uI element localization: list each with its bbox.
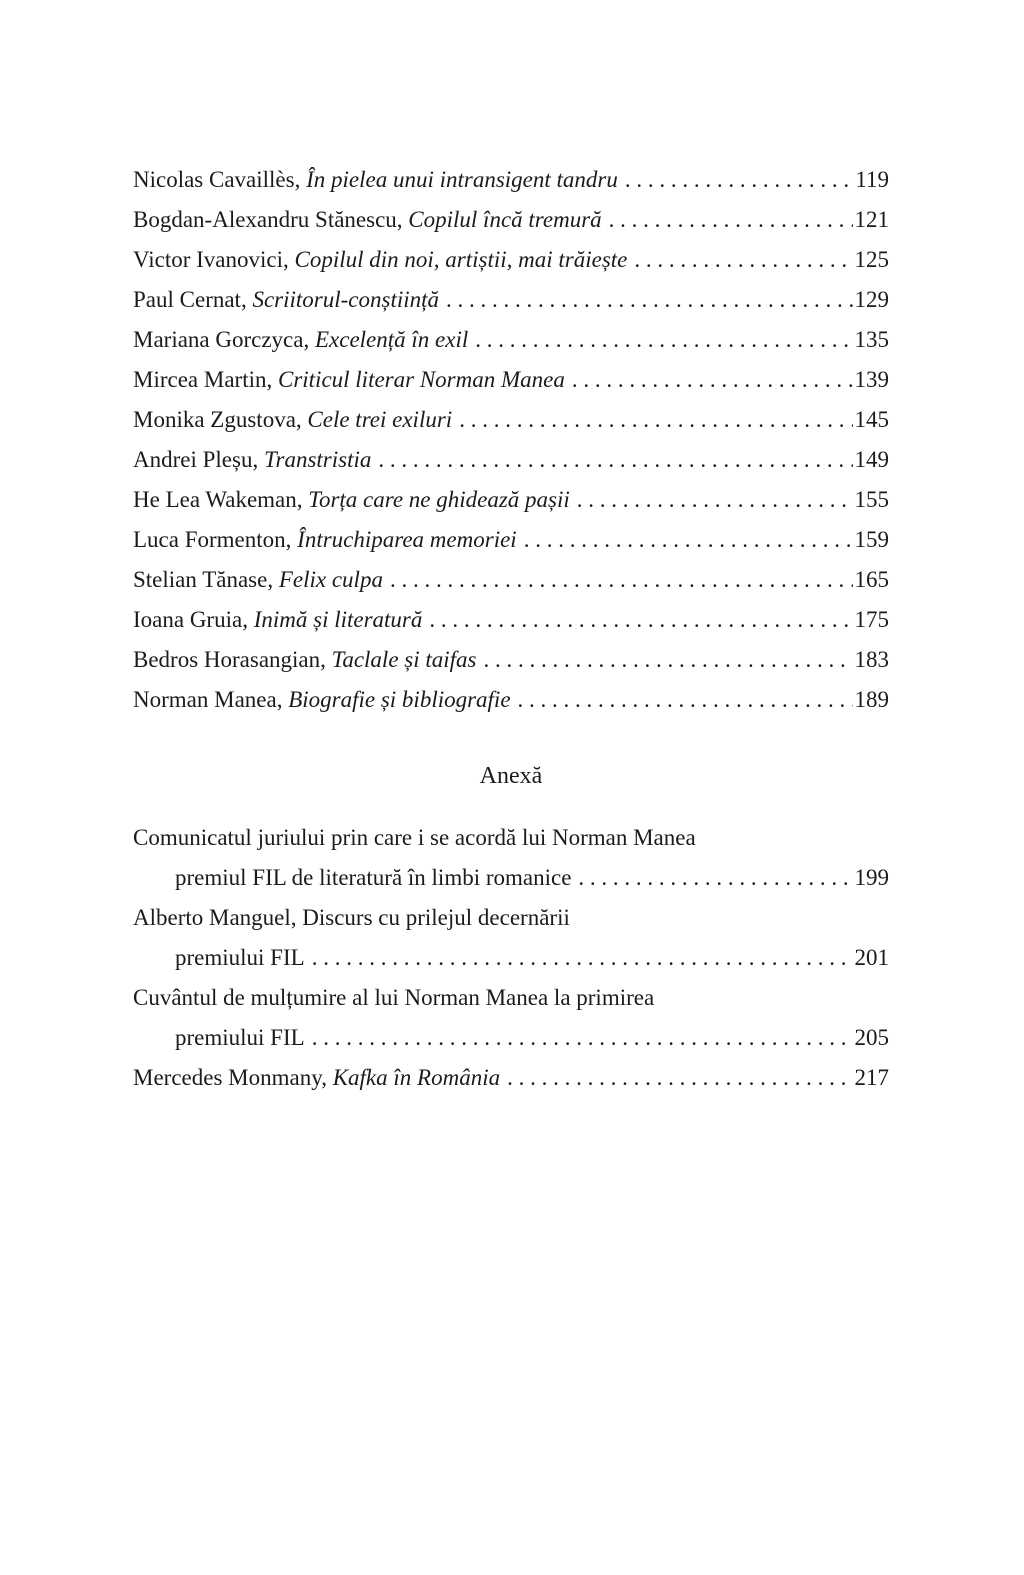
entry-title: Copilul din noi, artiștii, mai trăiește bbox=[294, 247, 628, 272]
entry-text: Luca Formenton, Întruchiparea memoriei bbox=[133, 527, 517, 552]
entry-title: Felix culpa bbox=[278, 567, 383, 592]
page-number: 183 bbox=[854, 647, 889, 672]
entry-line-2 bbox=[133, 858, 889, 898]
dot-leader bbox=[378, 440, 852, 480]
dot-leader bbox=[625, 160, 853, 200]
entry-text: Mariana Gorczyca, Excelență în exil bbox=[133, 327, 469, 352]
annex-entry bbox=[133, 1058, 889, 1098]
page-number: 145 bbox=[854, 407, 889, 432]
entry-title: Excelență în exil bbox=[314, 327, 469, 352]
dot-leader bbox=[609, 200, 853, 240]
page-number: 155 bbox=[854, 487, 889, 512]
entry-title: Biografie și bibliografie bbox=[288, 687, 511, 712]
dot-leader bbox=[507, 1058, 852, 1098]
entry-title: Kafka în România bbox=[332, 1065, 501, 1090]
annex-heading: Anexă bbox=[479, 763, 543, 789]
entry-text: Paul Cernat, Scriitorul-conștiință bbox=[133, 287, 440, 312]
entry-line bbox=[133, 520, 889, 560]
entry-line bbox=[133, 480, 889, 520]
toc-list bbox=[133, 160, 889, 720]
annex-entry bbox=[133, 818, 889, 898]
toc-entry bbox=[133, 480, 889, 520]
entry-title: Torța care ne ghidează pașii bbox=[308, 487, 570, 512]
page-number: 165 bbox=[854, 567, 889, 592]
entry-line-2 bbox=[133, 1018, 889, 1058]
entry-text: Nicolas Cavaillès, În pielea unui intransigent tandru bbox=[133, 167, 618, 192]
toc-entry bbox=[133, 600, 889, 640]
entry-title: În pielea unui intransigent tandru bbox=[306, 167, 618, 192]
annex-entry bbox=[133, 898, 889, 978]
entry-line bbox=[133, 200, 889, 240]
entry-text: premiul FIL de literatură în limbi romanice bbox=[175, 865, 572, 890]
dot-leader bbox=[459, 400, 852, 440]
toc-entry bbox=[133, 240, 889, 280]
entry-title: Copilul încă tremură bbox=[408, 207, 602, 232]
entry-text: premiului FIL bbox=[175, 1025, 305, 1050]
dot-leader bbox=[577, 480, 853, 520]
page-number: 217 bbox=[854, 1065, 889, 1090]
entry-title: Întruchiparea memoriei bbox=[297, 527, 517, 552]
entry-text: Mercedes Monmany, Kafka în România bbox=[133, 1065, 501, 1090]
dot-leader bbox=[572, 360, 853, 400]
toc-entry bbox=[133, 440, 889, 480]
entry-line bbox=[133, 240, 889, 280]
page-number: 205 bbox=[854, 1025, 889, 1050]
entry-line bbox=[133, 280, 889, 320]
dot-leader bbox=[312, 938, 853, 978]
dot-leader bbox=[484, 640, 853, 680]
entry-text: Mircea Martin, Criticul literar Norman Manea bbox=[133, 367, 565, 392]
page-number: 121 bbox=[854, 207, 889, 232]
entry-text: Norman Manea, Biografie și bibliografie bbox=[133, 687, 511, 712]
toc-entry bbox=[133, 160, 889, 200]
entry-line bbox=[133, 440, 889, 480]
page-number: 139 bbox=[854, 367, 889, 392]
entry-text: Cuvântul de mulțumire al lui Norman Manea la primirea bbox=[133, 985, 655, 1010]
entry-text: He Lea Wakeman, Torța care ne ghidează pașii bbox=[133, 487, 570, 512]
entry-text: Stelian Tănase, Felix culpa bbox=[133, 567, 383, 592]
page-number: 135 bbox=[854, 327, 889, 352]
entry-line bbox=[133, 560, 889, 600]
entry-title: Cele trei exiluri bbox=[307, 407, 453, 432]
page-number: 175 bbox=[854, 607, 889, 632]
entry-line bbox=[133, 680, 889, 720]
entry-text: Bogdan-Alexandru Stănescu, Copilul încă tremură bbox=[133, 207, 602, 232]
toc-entry bbox=[133, 400, 889, 440]
entry-line bbox=[133, 400, 889, 440]
entry-text: Monika Zgustova, Cele trei exiluri bbox=[133, 407, 453, 432]
entry-line bbox=[133, 320, 889, 360]
entry-text: Victor Ivanovici, Copilul din noi, artiștii, mai trăiește bbox=[133, 247, 628, 272]
toc-entry bbox=[133, 320, 889, 360]
entry-title: Criticul literar Norman Manea bbox=[277, 367, 565, 392]
page-number: 125 bbox=[854, 247, 889, 272]
entry-line-1 bbox=[133, 898, 889, 938]
entry-text: Comunicatul juriului prin care i se acordă lui Norman Manea bbox=[133, 825, 696, 850]
entry-line bbox=[133, 160, 889, 200]
entry-line bbox=[133, 600, 889, 640]
toc-page bbox=[133, 160, 889, 1098]
dot-leader bbox=[634, 240, 852, 280]
dot-leader bbox=[390, 560, 853, 600]
page-number: 119 bbox=[855, 167, 889, 192]
entry-title: Transtristia bbox=[263, 447, 372, 472]
toc-entry bbox=[133, 520, 889, 560]
entry-text: Andrei Pleșu, Transtristia bbox=[133, 447, 372, 472]
annex-entry bbox=[133, 978, 889, 1058]
entry-title: Taclale și taifas bbox=[331, 647, 477, 672]
dot-leader bbox=[446, 280, 852, 320]
page-number: 199 bbox=[854, 865, 889, 890]
annex-list bbox=[133, 818, 889, 1098]
dot-leader bbox=[475, 320, 852, 360]
toc-entry bbox=[133, 280, 889, 320]
entry-title: Scriitorul-conștiință bbox=[252, 287, 440, 312]
dot-leader bbox=[429, 600, 852, 640]
entry-line bbox=[133, 360, 889, 400]
toc-entry bbox=[133, 360, 889, 400]
dot-leader bbox=[578, 858, 852, 898]
entry-line bbox=[133, 1058, 889, 1098]
toc-entry bbox=[133, 200, 889, 240]
entry-line-1 bbox=[133, 978, 889, 1018]
entry-text: Ioana Gruia, Inimă și literatură bbox=[133, 607, 423, 632]
dot-leader bbox=[524, 520, 853, 560]
entry-line-2 bbox=[133, 938, 889, 978]
entry-title: Inimă și literatură bbox=[253, 607, 423, 632]
dot-leader bbox=[312, 1018, 853, 1058]
entry-text: Bedros Horasangian, Taclale și taifas bbox=[133, 647, 477, 672]
page-number: 201 bbox=[854, 945, 889, 970]
page-number: 149 bbox=[854, 447, 889, 472]
toc-entry bbox=[133, 560, 889, 600]
entry-text: Alberto Manguel, Discurs cu prilejul decernării bbox=[133, 905, 570, 930]
entry-text: premiului FIL bbox=[175, 945, 305, 970]
toc-entry bbox=[133, 640, 889, 680]
page-number: 189 bbox=[854, 687, 889, 712]
page-number: 129 bbox=[854, 287, 889, 312]
entry-line-1 bbox=[133, 818, 889, 858]
dot-leader bbox=[518, 680, 853, 720]
entry-line bbox=[133, 640, 889, 680]
page-number: 159 bbox=[854, 527, 889, 552]
toc-entry bbox=[133, 680, 889, 720]
